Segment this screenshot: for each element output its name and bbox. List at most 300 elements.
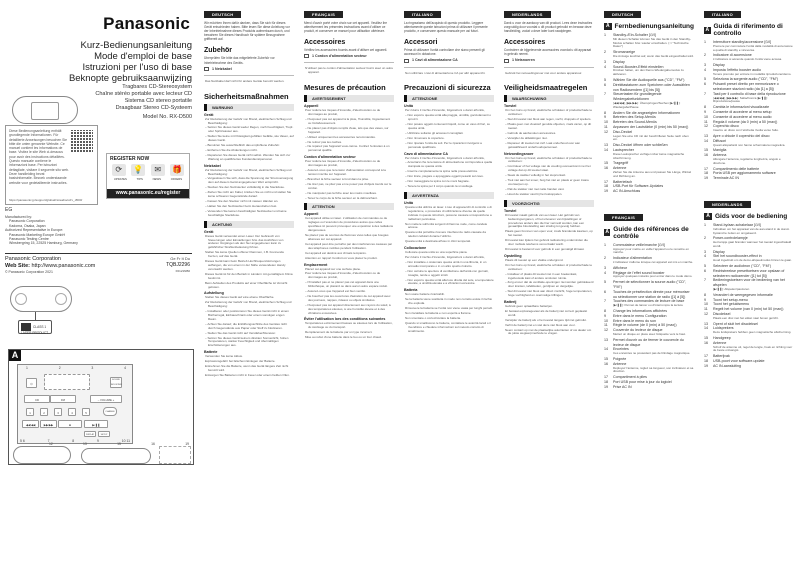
bullet: – Stel dit toestel niet bloot aan regen, vocht, druppels of spetters. — [505, 117, 592, 122]
bullet: Attention en rapport l'endroit où vous placez le produit. — [305, 255, 378, 260]
fm-button[interactable]: FM — [50, 395, 76, 403]
bullet: – Tenez le corps de la fiche secteur en la débranchant. — [305, 195, 378, 200]
item-title: Indicatore di accensione — [713, 53, 752, 58]
reference-title: Guide des références de contrôle — [613, 225, 689, 240]
item-number: 11 — [704, 307, 708, 312]
bullet: – Plaats geen met vloeistof gevulde objecten, zoals vazen, op dit toestel. — [505, 122, 592, 131]
item-title: Power-controlelampje — [713, 236, 748, 241]
item-title: Sound-Booster-Effekt einstellen — [613, 64, 664, 69]
bullet: – Non esporre questa unità alla pioggia, umidità, gocciolamenti o spruzzi. — [405, 113, 492, 122]
doc-subcode: F0121NB0 — [175, 269, 190, 273]
checkbox-icon — [404, 59, 409, 63]
website-link[interactable]: http://www.panasonic.com — [31, 262, 96, 269]
item-title: Toont het geluidsmenu — [713, 302, 750, 307]
subheading: Emplacement — [304, 262, 328, 267]
item-number: 6 — [704, 82, 706, 87]
mfr-line: Manufactured by: — [5, 215, 33, 219]
bullet: Per ridurre il rischio d'incendio, folgorazioni o danni all'unità, — [405, 254, 485, 259]
bullet: Om het risico op brand, elektrische schokken of productschade te verkleinen: — [505, 108, 593, 117]
note: N'utilisez pas le cordon d'alimentation secteur fourni avec un autre appareil. — [305, 66, 394, 75]
item-number: 15 — [604, 357, 608, 362]
intro-text: Merci d'avoir porté votre choix sur cet appareil. Veuillez lire attentivement les présentes instructions avant d'utiliser ce produit, et conserver ce manuel pour utilisation ultérieure. — [304, 21, 387, 34]
item-title: Seleziona la sorgente audio ("CD", "FM") — [713, 77, 779, 82]
language-marks: Ge Fr It Du — [170, 256, 190, 261]
item-title: Stel het soundbooster-effect in — [713, 254, 762, 259]
item-number: 10 — [704, 302, 708, 307]
subheading: Cavo di alimentazione CA — [404, 151, 448, 156]
item-number: 6 — [704, 268, 706, 273]
callout: 9 — [97, 439, 99, 443]
callout: 4 — [124, 366, 126, 370]
caution-label: AVVERTENZA — [412, 192, 439, 198]
bullet: – Non tirare, piegare o appoggiare oggetti pesanti sul cavo. — [405, 174, 484, 179]
bullet: – Ne réparez pas l'appareil vous-même. Confiez l'entretien à un personnel qualifié. — [305, 144, 390, 153]
qr-code-icon[interactable] — [71, 130, 93, 152]
item-number: 11 — [604, 323, 608, 328]
bullet: Non riscaldare la batteria e non esporla a fiamme. — [405, 310, 472, 315]
bullet: – Tenere la spina per il corpo quando la si scollega. — [405, 184, 474, 189]
reference-item — [704, 176, 794, 181]
item-title: Verandert de weergegeven informatie — [713, 292, 773, 297]
item-title: Stand-by/aan-schakelaar [⏻/I] — [713, 222, 761, 227]
bullet: – Achten Sie darauf, die Entlüftungsschlitze des Gerätes nicht durch Gegenstände aus Papier oder Stoff zu blockieren. — [205, 321, 288, 330]
item-description: Indrukken om het apparaat van de aan-stand in de stand-bystand te zetten en omgekeerd. — [713, 226, 790, 235]
bullet: – Houd de stekker vast bij het loskoppelen. — [505, 191, 563, 196]
note: Das Netzkabel darf nicht für andere Geräte benutzt werden. — [205, 78, 285, 83]
bullet: – Setzen Sie dieses Gerät keinem direkten Sonnenlicht, hohen Temperaturen, starker Feuchtigkeit und übermäßigen Erschütterungen aus. — [205, 335, 289, 348]
item-title: Anpassen der Lautstärke (0 (min) bis 50 (max)) — [613, 124, 689, 129]
item-description: L'indicatore si accende quando l'unità viene accesa. — [713, 57, 783, 62]
item-number: 2 — [704, 236, 706, 241]
item-title: Selecteer de audiobron ("CD", "FM") — [713, 264, 772, 269]
item-title: Commutateur veille/marche [⏻/I] — [613, 242, 665, 247]
bullet: Entsorgen Sie Batterien nicht in Feuer oder einem heißen Ofen. — [205, 372, 290, 377]
checkbox-icon — [504, 59, 509, 63]
figure-a-badge: A — [605, 229, 609, 236]
preset-3-button[interactable]: 3 — [54, 408, 62, 416]
item-title: Touches des commandes de lecture de base — [613, 299, 685, 304]
item-number: 1 — [604, 33, 606, 37]
cover-titles — [69, 40, 192, 121]
language-tag: NEDERLANDS — [504, 11, 551, 18]
item-number: 7 — [704, 278, 706, 283]
item-title: Regelt het volume (van 0 (min) tot 50 (max)) — [713, 307, 784, 312]
item-title: Display — [713, 62, 725, 67]
bullet: – Inserire completamente la spina nella presa elettrica. — [405, 169, 478, 174]
callout: 5 6 — [20, 439, 25, 443]
item-title: Betreten des Sound-Menüs — [613, 120, 657, 125]
divider — [504, 67, 594, 68]
item-description: Appuyez quelques instants pour entrer dans le mode démo. — [613, 274, 693, 279]
reference-section — [704, 3, 794, 181]
item-description: Diese Lautsprecher verfügen über keine magnetische Abschirmung. — [613, 151, 685, 160]
bullet: – Non riparare l'unità da soli. Per le riparazioni rivolgersi a personale qualificato. — [405, 140, 482, 149]
bullet: – Non ostruire le aperture di ventilazione dell'unità con giornali, tovaglie, tende e oggetti simili. — [405, 268, 489, 277]
mfr-line: Kadoma, Osaka, Japan — [9, 223, 46, 228]
news-envelope-icon: ✉ — [151, 164, 165, 176]
bullet: Per ridurre il rischio d'incendio, folgorazioni o danni all'unità, — [405, 108, 485, 113]
register-label-tips: TIPS — [136, 177, 143, 181]
item-title: Consente di accedere al menu setup — [713, 109, 772, 114]
item-title: Wählen Sie die Audioquelle aus ("CD", "FM") — [613, 77, 685, 82]
bullet: – Ne retirez pas les caches. — [305, 139, 343, 144]
play-pause-button[interactable]: ▶/❚❚ — [84, 420, 108, 428]
caution-bar — [504, 200, 594, 207]
item-number: 8 — [604, 309, 606, 314]
region-code: EG — [5, 207, 13, 213]
accessories-text: Controleer de bijgeleverde accessoires voordat u dit apparaat in gebruik neemt. — [504, 48, 591, 57]
bullet: – Steek de stekker volledig in het stopcontact. — [505, 173, 567, 178]
column-deutsch — [200, 0, 298, 567]
reference-section — [604, 3, 694, 194]
item-number: 17 — [604, 179, 608, 184]
item-number: 3 — [704, 249, 706, 254]
subheading: Batteria — [404, 288, 418, 293]
item-number: 7 — [704, 91, 706, 96]
accessory-item — [404, 58, 494, 62]
bullet: Se la batteria viene sostituita in modo non corretto esiste il rischio che esploda. — [405, 297, 493, 306]
item-title: Porta USB per aggiornamento software — [713, 171, 776, 176]
item-title: Rechtstreekse presettoetsen voor opslaan of selecteren radiozender ([1] tot [5]) — [713, 268, 785, 278]
item-title: Antenne — [613, 166, 627, 171]
reference-item — [604, 189, 694, 194]
caution-bar — [204, 221, 294, 228]
bullet: Verwenden Sie keine Akkus. — [205, 354, 243, 359]
subheading: Unità — [404, 200, 413, 205]
sound-booster-button[interactable]: SOUND BOOSTER — [111, 379, 122, 386]
doc-code: TQBJ2296 — [166, 262, 190, 268]
item-number: 14 — [704, 326, 708, 331]
item-description: [◀◀/◀◀], [▶▶/▶▶]: Salta/ricerca [▶/❚❚]: Riproduzione/pausa — [713, 95, 768, 104]
figure-a-badge: A — [605, 23, 610, 29]
bullet: Mise au rebut d'une batterie dans le feu ou un four chaud. — [305, 335, 382, 340]
bullet: – Installieren oder positionieren Sie dieses Gerät nicht in einem Bücherregal, Einbauschrank oder einem sonstigen engen Raum. — [205, 309, 290, 321]
updates-icon: ⟳ — [112, 164, 126, 176]
item-title: Direkttastaturen zum Speichern oder Auswählen von Radiosendern ([1] bis [5]) — [613, 82, 690, 92]
subheading: Gerät — [204, 229, 214, 234]
bullet: – Non installare o sistemare questa unità in una libreria, in un armadio incorporato o in un altro spazio ristretto. — [405, 259, 487, 268]
reference-title: Fernbedienungsanleitung — [614, 23, 694, 30]
item-description: Tenere premuto per entrare in modalità riproduzione/demo. — [713, 71, 792, 76]
callout: 15 — [117, 442, 121, 446]
item-description: Deze luidsprekers hebben geen magnetische afscherming. — [713, 330, 792, 335]
warning-bar — [404, 95, 494, 102]
item-title: Antenna — [713, 153, 727, 158]
caution-label: ACHTUNG — [212, 221, 232, 227]
bullet: Cet appareil utilise un laser. L'utilisation de commandes ou de réglages ou l'exécution de procédures autres que celles spécifiées ici peuvent provoquer une exposition à des radiations dangereuses. — [305, 216, 394, 233]
bullet: Plaats dit toestel op een vlakke ondergrond. — [505, 257, 564, 262]
accessories-heading: Accessoires — [504, 39, 546, 47]
warning-label: WARNUNG — [212, 104, 234, 110]
language-tag: DEUTSCH — [604, 11, 641, 18]
bullet: Pour réduire les risques d'incendie, d'électrocution ou de dommages au produit, — [305, 108, 381, 117]
bullet: Pour réduire les risques d'incendie, d'électrocution ou de dommages au produit, — [305, 159, 381, 168]
preset-1-button[interactable]: 1 — [26, 408, 34, 416]
item-number: 11 — [604, 124, 608, 129]
bullet: Ne placez pas de sources de flammes vives telles que bougies allumées sur cet appareil. — [305, 233, 389, 241]
bullet: Non usare batterie ricaricabili. — [405, 292, 445, 297]
item-title: Afficheur — [613, 265, 628, 270]
tips-lightbulb-icon: 💡 — [131, 164, 145, 176]
bullet: – Setzen Sie dieses Gerät weder Regen, noch Feuchtigkeit, Tropf- oder Spritzwasser aus. — [205, 125, 294, 134]
prev-button[interactable]: ◀◀/◀◀ — [22, 420, 39, 428]
warning-label: ATTENZIONE — [412, 96, 438, 102]
bullet: Neem contact op met de plaatselijke autoriteiten of uw dealer om de juiste wegwerpmethode te vragen. — [505, 327, 592, 336]
preset-5-button[interactable]: 5 — [82, 408, 90, 416]
item-number: 3 — [604, 265, 606, 270]
item-title: Interruttore standby/accensione [⏻/I] — [713, 40, 772, 44]
caution-bar — [304, 203, 394, 210]
item-description: Die Anzeige leuchtet auf, wenn das Gerät eingeschaltet wird. — [613, 53, 694, 58]
item-number: 9 — [704, 297, 706, 302]
item-number: 16 — [604, 166, 608, 171]
item-description: [▶/❚❚]: Permet de lancer ou d'interrompre la lecture — [613, 303, 683, 308]
reference-column-right — [700, 0, 798, 567]
item-title: Touches de présélection directe pour mémoriser ou sélectionner une station de radio ([1] à [5]) — [613, 289, 690, 299]
item-description: L'indicateur s'allume lorsque cet appareil est mis en marche. — [613, 260, 694, 265]
mfr-line: Winsbergring 15, 22525 Hamburg, Germany — [9, 241, 78, 246]
warning-label: AVERTISSEMENT — [312, 96, 346, 102]
item-title: Steuertasten für grundlegende Wiedergabefunktionen — [613, 92, 662, 102]
preset-2-button[interactable]: 2 — [40, 408, 48, 416]
bullet: Dieses Gerät ist für den Betrieb in Ländern mit gemäßigtem Klima bestimmt. — [205, 271, 293, 280]
warning-label: WAARSCHUWING — [512, 96, 547, 102]
bullet: Om het risico op brand, elektrische schokken of productschade te verkleinen: — [505, 262, 593, 271]
item-title: Compartiment à piles — [613, 375, 647, 380]
bullet: Dit toestel maakt gebruik van een laser. Het gebruik van bedieningsorganen, of het uitvoeren van bijstellingen of procedures anders dan die hier vermeld worden, kan een gevaarlijke blootstelling aan straling tot gevolg hebben. — [505, 212, 585, 229]
reference-heading — [704, 23, 794, 37]
item-number: 19 — [704, 363, 708, 368]
bullet: – Benutzen Sie ausschließlich das empfohlene Zubehör. — [205, 143, 280, 148]
item-title: USB-poort voor software-update — [713, 359, 765, 364]
column-francais — [300, 0, 398, 567]
bullet: Verhit de batterij niet en stel deze niet bloot aan vuur. — [505, 322, 576, 327]
intro-text: Wir möchten Ihnen dafür danken, dass Sie sich für dieses Gerät entschieden haben. Bitte lesen Sie diese Anleitung vor der Inbetriebnahme dieses Produkts aufmerksam durch, und bewahren Sie dieses Handbuch für spätere Bezugnahme griffbereit auf. — [204, 21, 290, 42]
subtitle-it: Sistema CD stereo portatile — [124, 98, 192, 104]
callout: 12 — [49, 442, 53, 446]
volume-button[interactable]: – VOLUME + — [90, 395, 122, 403]
item-title: Prise AC IN — [613, 384, 632, 389]
item-description: [◀◀/◀◀], [▶▶/▶▶]: Überspringen/Suchen [▶/❚❚]: Wiedergabe/Pause — [613, 100, 681, 109]
item-description: Plaats een disc met het etiket naar boven gericht. — [713, 315, 779, 320]
divider — [204, 75, 294, 76]
power-button[interactable]: ⏻ — [26, 378, 37, 388]
item-title: Betreten des Setup-Menüs — [613, 115, 656, 120]
item-number: 5 — [604, 77, 606, 82]
item-title: AC IN-aansluiting — [713, 363, 741, 368]
warning-bar — [204, 104, 294, 111]
bullet: – Verwenden Sie keinen beschädigten Netzstecker und keine beschädigte Steckdose. — [205, 208, 287, 217]
setup-button[interactable]: SETUP — [98, 431, 110, 437]
reference-section — [704, 193, 794, 369]
item-title: Terminale AC IN — [713, 176, 739, 181]
item-title: Réglage de l'effet sound booster — [613, 270, 665, 275]
bullet: Er bestaat explosiegevaar als de batterij niet correct geplaatst wordt. — [505, 308, 588, 317]
bullet: Collocare questa unità su una superficie piana. — [405, 250, 468, 255]
item-title: Antenne — [613, 361, 627, 366]
language-tag: FRANÇAIS — [604, 214, 643, 221]
antenna-detail — [159, 446, 191, 464]
laser-class-icon — [21, 323, 31, 331]
item-number: 10 — [604, 120, 608, 125]
warning-bar — [304, 95, 394, 102]
item-description: Déployez l'antenne, réglez sa longueur, son inclinaison et sa direction. — [613, 365, 694, 374]
model-number: Model No. RX-D500 — [142, 114, 192, 120]
register-now-banner[interactable] — [106, 153, 190, 199]
item-title: Entre dans le menu Configuration — [613, 313, 667, 318]
offers-gift-icon: 🎁 — [170, 164, 184, 176]
item-title: Opent of sluit het discdeksel — [713, 321, 758, 326]
intro-text: Dank u voor de aankoop van dit product. Lees deze instructies zorgvuldig door voordat u dit product gebruikt en bewaar deze handleiding, zodat u deze later kunt raadplegen. — [504, 21, 593, 34]
item-title: Display — [713, 249, 725, 254]
item-number: 6 — [604, 289, 606, 294]
checkbox-icon — [304, 54, 309, 58]
safety-heading: Veiligheidsmaatregelen — [504, 83, 588, 93]
item-number: 7 — [604, 299, 606, 304]
divider — [404, 67, 494, 68]
cd-button[interactable]: CD — [24, 395, 50, 403]
bullet: – Zorg ervoor dat de ventilatie-openingen niet worden geblokkeerd door kranten, tafelkleden, gordijnen en dergelijke. — [505, 280, 594, 289]
register-label-news: NEWS — [152, 177, 162, 181]
bullet: – Fassen Sie den Stecker nicht mit nassen Händen an. — [205, 199, 279, 204]
item-number: 5 — [704, 77, 706, 82]
title-de: Kurz-Bedienungsanleitung — [80, 40, 192, 51]
bullet: Quando si smaltiscono le batterie, contattare le autorità locali o il rivenditore e chiedere informazioni sul metodo corretto di smaltimento. — [405, 320, 491, 333]
subtitle-de: Tragbares CD-Stereosystem — [122, 84, 192, 90]
item-number: 3 — [604, 59, 606, 64]
item-title: Consente di accedere al menu audio — [713, 114, 772, 119]
title-nl: Beknopte gebruiksaanwijzing — [68, 73, 192, 84]
reference-title: Guida di riferimento di controllo — [713, 23, 783, 37]
safety-heading: Sicherheitsmaßnahmen — [204, 91, 289, 101]
bullet: – Ne bouchez pas les ouvertures d'aération de cet appareil avec des journaux, nappes, rideaux ou objets similaires. — [305, 293, 391, 302]
stop-button[interactable]: ■ — [58, 420, 82, 428]
reference-heading — [604, 226, 694, 240]
bullet: – Assurez-vous que la tension d'alimentation correspond à la tension inscrite sur l'appareil. — [305, 168, 386, 177]
bullet: Cet appareil est destiné aux climats tempérés. — [305, 250, 367, 255]
title-fr: Mode d'emploi de base — [94, 51, 192, 62]
bullet: – Halten Sie den Netzstecker beim Herausziehen fest. — [205, 203, 278, 208]
item-description: Mettez un disque en place avec l'étiquette vers le haut. — [613, 332, 686, 337]
item-number: 4 — [704, 67, 706, 72]
bullet: – Non esporre questa unità alla luce diretta del sole, a temperature elevate, a umidità elevata e a vibrazioni eccessive. — [405, 277, 494, 286]
item-number: 14 — [604, 147, 608, 152]
item-title: Lautsprecher — [613, 147, 634, 152]
bullet: – Controleer of het voltage van de voeding overeenkomt met het voltage dat op dit toestel staat. — [505, 164, 591, 173]
callout: 1 — [26, 366, 28, 370]
item-description: Mit diesem Schalter können Sie das Gerät in den Standby-Modus schalten bzw. wieder einschalten. (⇒ "Technische Daten") — [613, 36, 692, 49]
qr-url[interactable]: https://panasonic.jp/support/global/cs/audio/oi/rx_d500/ — [9, 197, 83, 202]
item-title: Coperchio disco — [713, 124, 739, 129]
item-number: 15 — [704, 148, 708, 153]
register-url[interactable]: www.panasonic.eu/register — [107, 189, 189, 198]
bullet: – Reparieren Sie dieses Gerät nicht selbst. Wenden Sie sich zur Wartung an qualifiziertes Kundendienstpersonal. — [205, 152, 291, 161]
warning-bar — [504, 95, 594, 102]
bullet: – N'exposez pas cet appareil à la pluie, l'humidité, l'égouttement ou l'éclaboussement. — [305, 117, 391, 125]
item-title: Compartimento delle batterie — [713, 166, 760, 171]
item-number: 15 — [604, 161, 608, 166]
item-title: Couvercle du lecteur de disque — [613, 328, 663, 333]
item-description: [▶/❚❚]: Afspelen/pauzeren — [713, 287, 750, 292]
bullet: – Ne tirez pas, ne pliez pas et ne posez pas d'objets lourds sur le cordon. — [305, 181, 392, 190]
item-number: 19 — [704, 176, 708, 181]
item-number: 3 — [704, 62, 706, 67]
bullet: – Ne manipulez pas la fiche avec les mains mouillées. — [305, 190, 377, 195]
subheading: Batterij — [504, 300, 517, 305]
bullet: Questa unità utilizza un laser. L'uso di apparecchi di controllo o di regolazione, o procedure di utilizzazione diverse da quelle indicate in queste istruzioni, possono causare un'esposizione a radiazioni pericolose. — [405, 204, 492, 221]
item-description: Drücken halten, um den Demo-Wiedergabemodus zu aktivieren. — [613, 68, 684, 77]
subheading: Batterie — [204, 350, 218, 355]
bullet: – Stellen Sie das Gerät nicht auf Verstärker/Receiver. — [205, 330, 276, 335]
item-title: Bedieningstoetsen voor de bediening van het afspelen — [713, 278, 785, 288]
item-title: Enceintes — [613, 347, 629, 352]
mfr-line: Panasonic Marketing Europe GmbH — [9, 232, 66, 237]
item-number: 11 — [704, 119, 708, 124]
preset-4-button[interactable]: 4 — [68, 408, 76, 416]
callout: 7 — [47, 439, 50, 443]
item-number: 10 — [604, 318, 608, 323]
item-title: Permet d'ouvrir ou de fermer le couvercle du lecteur de disque — [613, 337, 684, 347]
subheading: Appareil — [304, 212, 319, 217]
reference-item — [704, 82, 794, 92]
item-number: 12 — [704, 312, 708, 317]
item-number: 1 — [604, 242, 606, 247]
device-top-view — [10, 286, 72, 312]
bullet: – Accertarsi che la tensione di alimentazione corrisponda a quella stampata su questa unità. — [405, 160, 493, 169]
register-label-offers: OFFERS — [170, 177, 183, 181]
reference-item — [704, 364, 794, 369]
divider — [5, 253, 192, 254]
next-button[interactable]: ▶▶/▶▶ — [40, 420, 57, 428]
laser-product-label — [18, 320, 52, 334]
bullet: – Repareer dit toestel niet zelf. Laat onderhoud over aan gekwalificeerd onderhoudspersoneel. — [505, 140, 581, 149]
item-description: Ziehen Sie die Antenne aus und passen Sie Länge, Winkel und Richtung an. — [613, 169, 692, 178]
item-title: AC IN-Anschluss — [613, 189, 641, 194]
item-number: 5 — [604, 280, 606, 285]
bullet: Non smontare o cortocircuitare la batteria. — [405, 315, 461, 320]
copyright: © Panasonic Corporation 2021 — [5, 270, 53, 274]
item-title: Standby-/Ein-Schalter [⏻/I] — [613, 33, 656, 37]
unit-front-view — [13, 446, 71, 464]
bullet: Rimuovere la batteria se l'unità non viene usata per lunghi periodi. — [405, 306, 493, 311]
bullet: – Trek niet aan het snoer, buig het niet en plaats er geen zware voorwerpen op. — [505, 178, 589, 187]
language-tag: DEUTSCH — [204, 11, 241, 18]
reference-section — [604, 206, 694, 390]
qr-info-text: Diese Bedienungsanleitung enthält grundlegende Informationen. Für detaillierte Anweisungen besuchen Sie bitte die unten genannte Website. Ce manuel contient les informations de base. Visitez le site Web ci-dessous pour avoir des instructions détaillées. Questo manuale contiene le informazioni base. Per istruzioni dettagliate, visitare il seguente sito web. Deze handleiding bevat basisinformatie. Bezoek onderstaande website voor gedetailleerde instructies. — [9, 129, 69, 185]
display-button[interactable]: DISPLAY — [84, 431, 96, 437]
item-title: Toont het setup-menu — [713, 297, 748, 302]
column-italiano — [400, 0, 498, 567]
bullet: Remplacement de la batterie par un type incorrect. — [305, 330, 373, 335]
accessories-heading: Accessoires — [304, 39, 346, 47]
bullet: Pour réduire les risques d'incendie, d'électrocution ou de dommages au produit, — [305, 271, 381, 280]
item-number: 13 — [704, 321, 708, 326]
register-label-updates: UPDATES — [113, 177, 127, 181]
callouts-top — [26, 366, 126, 370]
figure-label: A — [9, 350, 21, 361]
language-tag: NEDERLANDS — [704, 201, 751, 208]
bullet: – Non maneggiare la spina con le mani bagnate. — [405, 179, 470, 184]
bullet: Questa unità potrebbe ricevere interferenze radio causate da telefoni cellulari durante l'utilizzo. — [405, 230, 486, 239]
change-button[interactable]: CHANGE — [103, 407, 117, 416]
item-title: Entre dans le menu du son — [613, 318, 656, 323]
item-title: Handgreep — [713, 336, 731, 341]
caution-label: ATTENTION — [312, 204, 335, 210]
item-title: Pulsanti preset diretto per memorizzare o selezionare stazioni radio (da [1] a [5]) — [713, 82, 779, 91]
bullet: – Non rimuovere le coperture. — [405, 135, 445, 140]
accessory-item — [204, 67, 294, 71]
title-it: Istruzioni per l'uso di base — [82, 62, 192, 73]
